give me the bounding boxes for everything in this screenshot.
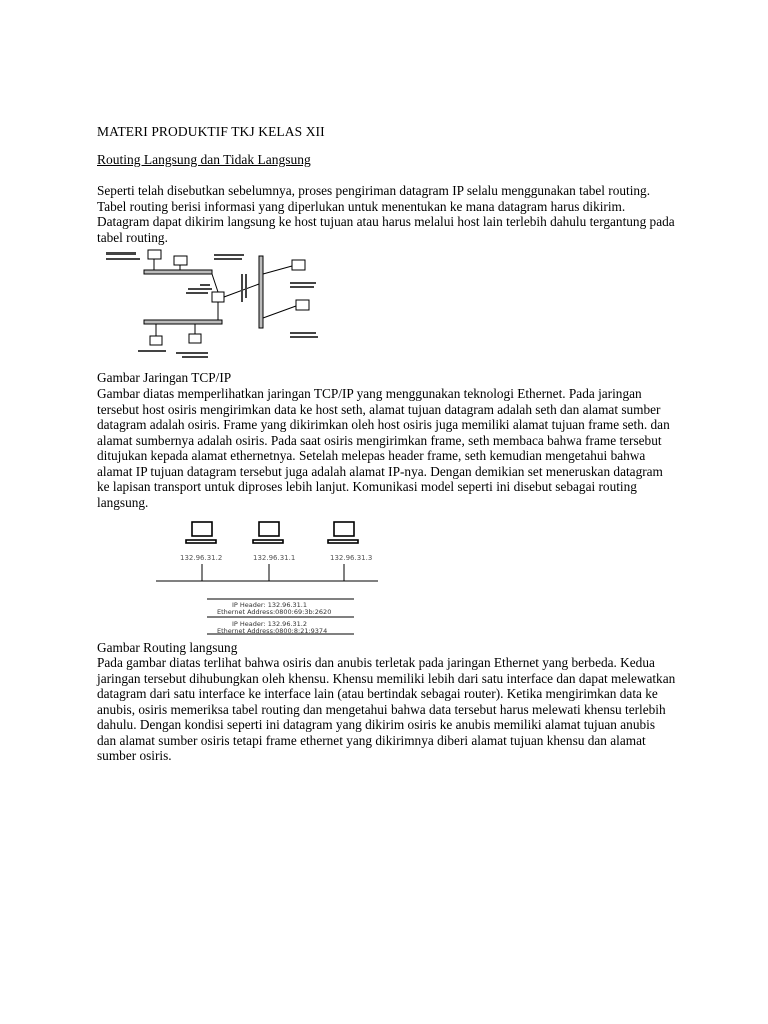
ethernet-address-label: Ethernet Address:0800:69:3b:2620 — [217, 608, 332, 616]
intro-paragraph: Seperti telah disebutkan sebelumnya, proses pengiriman datagram IP selalu menggunakan tabel routing. Tabel routing berisi informasi yang diperlukan untuk menentukan ke mana datagram harus dikirim. Datagram dapat dikirim langsung ke host tujuan atau harus melalui host lain terlebih dahulu tergantung pada tabel routing. — [97, 183, 675, 245]
tcpip-network-diagram — [104, 244, 329, 372]
ethernet-address-label: Ethernet Address:0800:8:21:9374 — [217, 627, 328, 635]
section-heading: Routing Langsung dan Tidak Langsung — [97, 152, 311, 167]
host-label: 132.96.31.1 — [253, 554, 296, 562]
computer-icon — [334, 522, 354, 536]
figure-caption-direct-routing: Gambar Routing langsung — [97, 640, 238, 655]
body-paragraph-indirect-routing: Pada gambar diatas terlihat bahwa osiris dan anubis terletak pada jaringan Ethernet yang berbeda. Kedua jaringan tersebut dihubungkan oleh khensu. Khensu memiliki lebih dari satu interface dan dapat melewatkan datagram dari satu interface ke interface lain (atau bertindak sebagai router). Ketika mengirimkan data ke anubis, osiris memeriksa tabel routing dan mengetahui bahwa data tersebut harus melewati khensu terlebih dahulu. Dengan kondisi seperti ini datagram yang dikirim osiris ke anubis memiliki alamat tujuan anubis dan alamat sumber osiris tetapi frame ethernet yang dikirimnya diberi alamat tujuan khensu dan alamat sumber osiris. — [97, 655, 676, 763]
ip-header-label: IP Header: 132.96.31.1 — [232, 601, 307, 609]
keyboard — [328, 540, 358, 543]
computer-icon — [259, 522, 279, 536]
computer-icon — [192, 522, 212, 536]
document-title: MATERI PRODUKTIF TKJ KELAS XII — [97, 124, 325, 139]
keyboard — [186, 540, 216, 543]
host-label: 132.96.31.2 — [180, 554, 223, 562]
ip-header-label: IP Header: 132.96.31.2 — [232, 620, 307, 628]
figure-caption-tcpip: Gambar Jaringan TCP/IP — [97, 370, 232, 385]
body-paragraph-direct-routing: Gambar diatas memperlihatkan jaringan TCP/IP yang menggunakan teknologi Ethernet. Pada jaringan tersebut host osiris mengirimkan data ke host seth, alamat tujuan datagram adalah seth dan alamat sumber datagram adalah osiris. Frame yang dikirimkan oleh host osiris juga memiliki alamat tujuan frame seth. dan alamat sumbernya adalah osiris. Pada saat osiris mengirimkan frame, seth membaca bahwa frame tersebut ditujukan kepada alamat ethernetnya. Setelah melepas header frame, seth kemudian mengetahui bahwa alamat IP tujuan datagram tersebut juga adalah alamat IP-nya. Dengan demikian set meneruskan datagram ke lapisan transport untuk diproses lebih lanjut. Komunikasi model seperti ini disebut sebagai routing langsung. — [97, 386, 670, 510]
host-label: 132.96.31.3 — [330, 554, 373, 562]
keyboard — [253, 540, 283, 543]
